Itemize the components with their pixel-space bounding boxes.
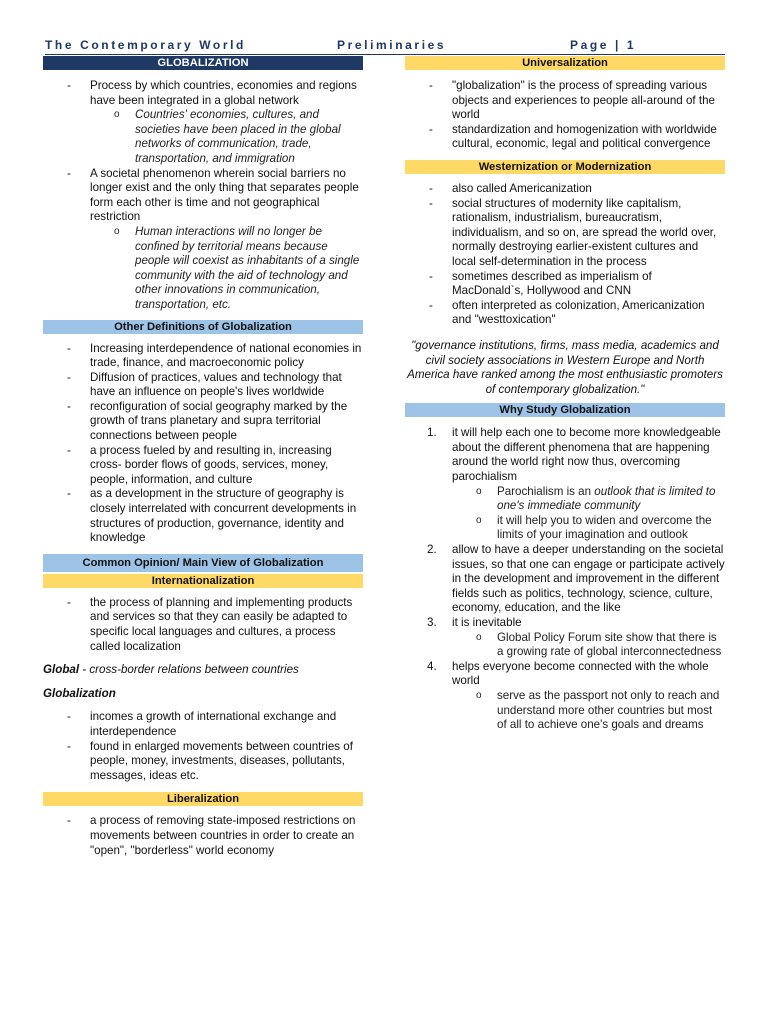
sub-list-item: o Countries' economies, cultures, and societies have been placed in the global networks of communication, trade, transportation, and immigration [43, 108, 363, 166]
sub-list-item [405, 485, 725, 514]
list-item: - as a development in the structure of geography is closely interrelated with concurrent developments in structures of production, governance, identity and knowledge [43, 487, 363, 545]
globalization-items-list [43, 710, 363, 783]
heading-liberalization: Liberalization [43, 792, 363, 806]
heading-globalization: GLOBALIZATION [43, 56, 363, 70]
internationalization-list [43, 596, 363, 654]
globalization-list [43, 79, 363, 313]
westernization-list [405, 182, 725, 328]
list-item [405, 543, 725, 616]
list-item-text: it will help each one to become more knowledgeable about the different phenomena that are happening around the world right now thus, overcoming parochialism [452, 426, 721, 484]
header-rule [45, 54, 725, 55]
global-term-text: - cross-border relations between countries [79, 663, 299, 677]
list-item: - sometimes described as imperialism of MacDonald`s, Hollywood and CNN [405, 270, 725, 299]
list-item: - Increasing interdependence of national economies in trade, finance, and macroeconomic policy [43, 342, 363, 371]
why-study-list [405, 426, 725, 732]
sub-lead: it will help you to widen and overcome the limits of your imagination and outlook [497, 513, 712, 542]
sub-list-item [405, 631, 725, 660]
list-item-text: allow to have a deeper understanding on the societal issues, so that one can engage or participate actively in the development and improvement in the different fields such as politics, technology, science, culture, economy, education, and the like [452, 543, 725, 615]
list-item: - "globalization" is the process of spreading various objects and experiences to people all-around of the world [405, 79, 725, 123]
list-item: - often interpreted as colonization, Americanization and "westtoxication" [405, 299, 725, 328]
right-column [405, 56, 725, 733]
list-number: 3. [427, 616, 437, 629]
list-item: - reconfiguration of social geography marked by the growth of trans planetary and supra territorial connections between people [43, 400, 363, 444]
page-header [45, 38, 725, 54]
sub-list-item [405, 689, 725, 733]
sub-lead: Global Policy Forum site show that there is a growing rate of global interconnectedness [497, 630, 722, 659]
heading-common-opinion: Common Opinion/ Main View of Globalization [43, 554, 363, 572]
list-item [405, 426, 725, 543]
list-number: 4. [427, 659, 437, 673]
list-item: - incomes a growth of international exchange and interdependence [43, 710, 363, 739]
sub-lead: Parochialism is an [497, 484, 595, 498]
heading-internationalization: Internationalization [43, 574, 363, 588]
sub-list-item [405, 514, 725, 543]
globalization-label: Globalization [43, 686, 116, 700]
list-item [43, 79, 363, 167]
document-section: Preliminaries [337, 38, 447, 52]
page-number: Page | 1 [570, 38, 637, 52]
list-item-text: A societal phenomenon wherein social barriers no longer exist and the only thing that separates people form each other is time and not geographical restriction [90, 166, 359, 224]
list-item [405, 660, 725, 733]
list-item-text: Process by which countries, economies and regions have been integrated in a global network [90, 79, 357, 107]
list-item-text: it is inevitable [452, 616, 522, 629]
list-item: - standardization and homogenization with worldwide cultural, economic, legal and political convergence [405, 123, 725, 152]
global-term: Global [43, 663, 80, 677]
quote: "governance institutions, firms, mass media, academics and civil society associations in Western Europe and North America have ranked among the most enthusiastic promoters of contemporary globalization." [407, 338, 723, 396]
list-item: - a process fueled by and resulting in, increasing cross- border flows of goods, services, money, people, information, and culture [43, 444, 363, 488]
other-definitions-list [43, 342, 363, 546]
list-item: - found in enlarged movements between countries of people, money, investments, diseases, pollutants, messages, ideas etc. [43, 740, 363, 784]
list-item: - a process of removing state-imposed restrictions on movements between countries in order to create an "open", "borderless" world economy [43, 814, 363, 858]
list-item: - also called Americanization [405, 182, 725, 197]
document-title: The Contemporary World [45, 38, 246, 52]
heading-why-study: Why Study Globalization [405, 403, 725, 417]
list-item [43, 167, 363, 313]
heading-universalization: Universalization [405, 56, 725, 70]
sub-rest: outlook that is limited to one's immediate community [497, 484, 716, 513]
list-number: 1. [427, 426, 437, 440]
list-item: - Diffusion of practices, values and technology that have an influence on people's lives worldwide [43, 371, 363, 400]
liberalization-list [43, 814, 363, 858]
heading-westernization: Westernization or Modernization [405, 160, 725, 174]
list-item [405, 616, 725, 660]
list-item-text: helps everyone become connected with the whole world [452, 659, 709, 688]
list-item: - the process of planning and implementing products and services so that they can easily be adapted to specific local languages and cultures, a process called localization [43, 596, 363, 654]
sub-list-item: o Human interactions will no longer be confined by territorial means because people will coexist as inhabitants of a single community with the aid of technology and other innovations in communication, transportation, etc. [43, 225, 363, 313]
heading-other-definitions: Other Definitions of Globalization [43, 320, 363, 334]
list-number: 2. [427, 543, 437, 557]
global-definition [43, 663, 363, 678]
sub-lead: serve as the passport not only to reach and understand more other countries but most of all to achieve one's goals and dreams [497, 688, 720, 732]
universalization-list [405, 79, 725, 152]
list-item: - social structures of modernity like capitalism, rationalism, industrialism, bureaucratism, individualism, and so on, are spread the world over, normally destroying earlier-existent cultures and local self-determination in the process [405, 197, 725, 270]
left-column [43, 56, 363, 858]
